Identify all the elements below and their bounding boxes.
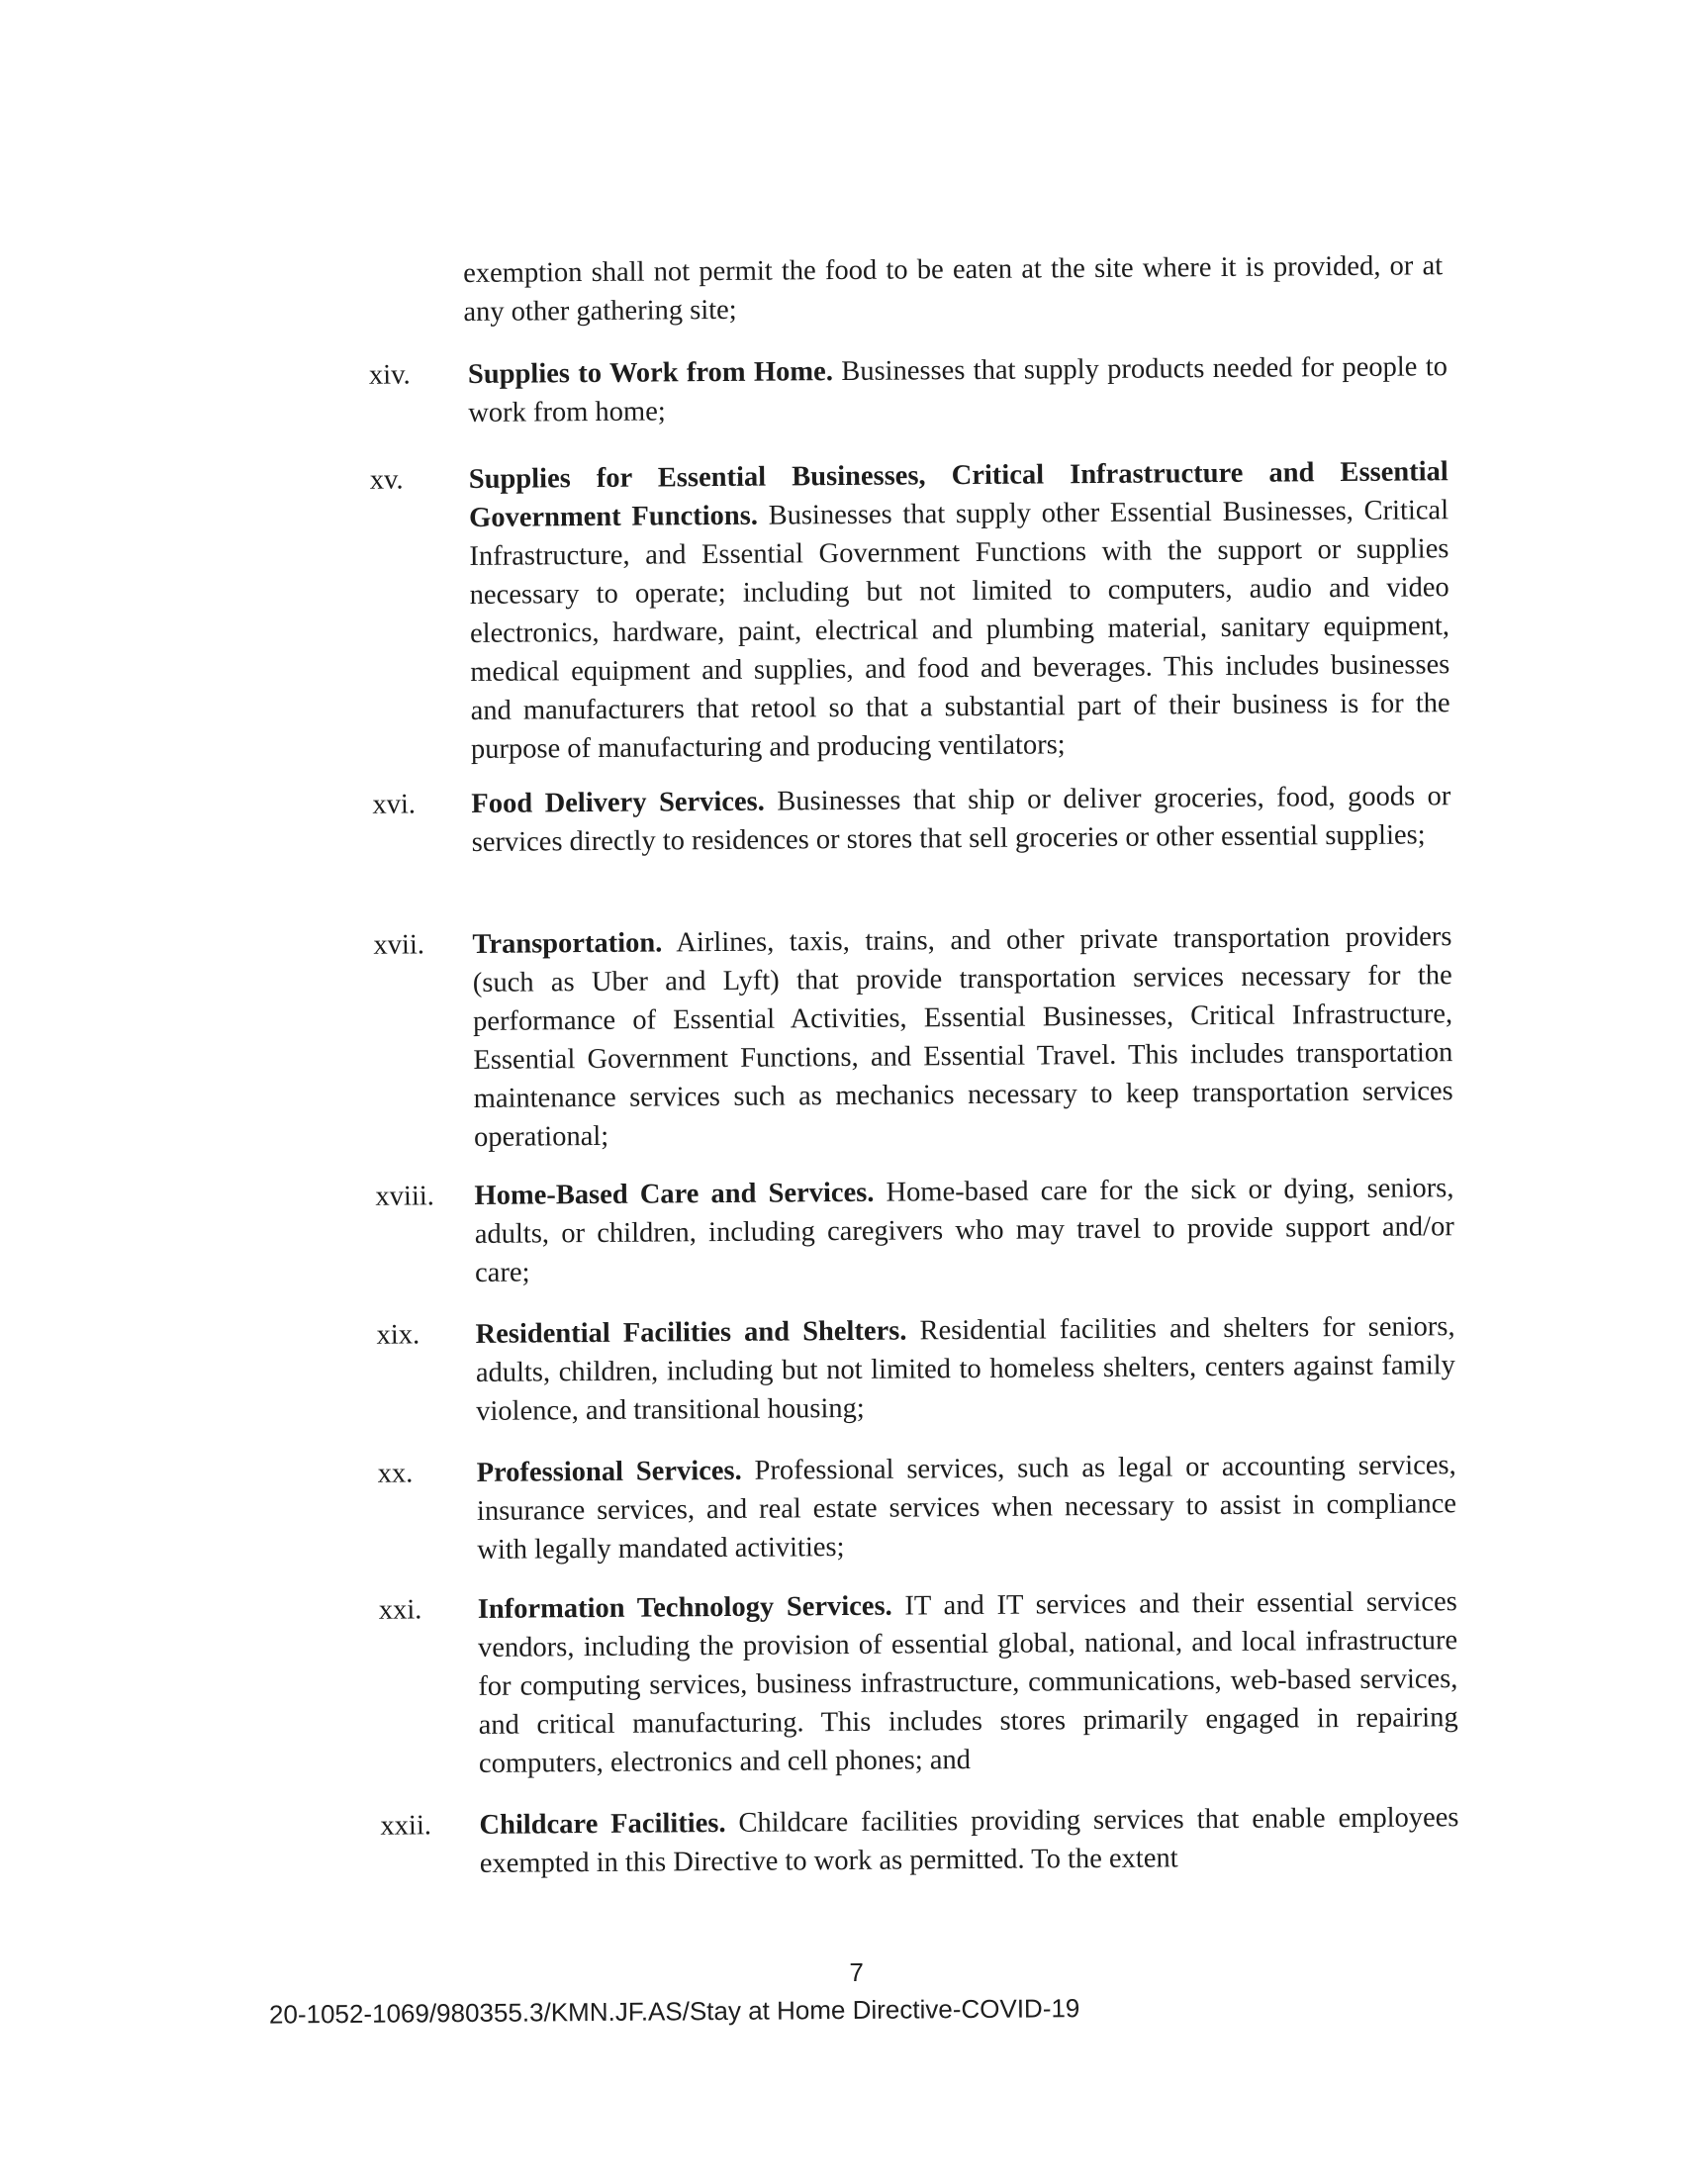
list-item-xiv [368,347,1457,428]
list-item-xvii [373,917,1461,1153]
item-number: xx. [377,1458,414,1489]
item-heading: Supplies for Essential Businesses, Critical Infrastructure and Essential Government Functions. [468,456,1448,533]
item-body: Home-based care for the sick or dying, seniors, adults, or children, including caregivers who may travel to provide support and/or care; [474,1173,1454,1288]
item-text [468,347,1448,432]
item-text [472,917,1453,1157]
item-text [477,1446,1457,1569]
item-number: xviii. [375,1181,434,1212]
item-number: xix. [376,1319,420,1351]
item-text [471,777,1451,862]
item-heading: Food Delivery Services. [471,786,765,819]
item-text [475,1307,1455,1431]
item-body: IT and IT services and their essential services vendors, including the provision of essential global, national, and local infrastructure for computing services, business infrastructure, communications, web-based services, and critical manufacturing. This includes stores primarily engaged in repairing computers, electronics and cell phones; and [477,1586,1458,1779]
item-number: xvi. [372,789,417,820]
item-heading: Transportation. [472,927,663,960]
item-number: xv. [369,464,404,496]
list-item-xxi [378,1582,1467,1779]
item-text [478,1582,1459,1783]
list-item-xix [376,1307,1464,1427]
item-body: Airlines, taxis, trains, and other private transportation providers (such as Uber and Lyft) that provide transportation services necessary for the performance of Essential Activities, Essential Businesses, Critical Infrastructure, Essential Government Functions, and Essential Travel. This includes transportation maintenance services such as mechanics necessary to keep transportation services operational; [472,921,1453,1153]
item-body: Businesses that supply other Essential Businesses, Critical Infrastructure, and Essential Government Functions with the support or supplies necessary to operate; including but not limited to computers, audio and video electronics, hardware, paint, electrical and plumbing material, sanitary equipment, medical equipment and supplies, and food and beverages. This includes businesses and manufacturers that retool so that a substantial part of their business is for the purpose of manufacturing and producing ventilators; [469,495,1450,765]
item-body: Businesses that supply products needed for people to work from home; [468,351,1448,428]
item-heading: Home-Based Care and Services. [474,1177,875,1211]
item-number: xxii. [380,1810,432,1842]
list-item-xx [377,1446,1466,1566]
page-number: 7 [849,1956,865,1987]
item-number: xxi. [378,1594,422,1626]
item-heading: Childcare Facilities. [479,1807,726,1841]
item-heading: Information Technology Services. [477,1590,892,1625]
item-body: Childcare facilities providing services that enable employees exempted in this Directive to work as permitted. To the extent [479,1802,1459,1879]
list-item-xv [369,452,1458,765]
item-body: Businesses that ship or deliver groceries, food, goods or services directly to residences or stores that sell groceries or other essential supplies; [471,781,1451,858]
list-item-xviii [375,1169,1463,1288]
item-text [479,1798,1459,1883]
list-item-xxii [380,1798,1468,1879]
item-body: Residential facilities and shelters for seniors, adults, children, including but not limited to homeless shelters, centers against family violence, and transitional housing; [475,1311,1455,1427]
item-heading: Residential Facilities and Shelters. [475,1315,907,1350]
item-number: xiv. [368,359,411,391]
item-text [474,1169,1454,1292]
item-text [469,452,1450,769]
item-heading: Supplies to Work from Home. [467,356,834,390]
continuation-paragraph: exemption shall not permit the food to be eaten at the site where it is provided, or at any other gathering site; [463,250,1444,329]
item-heading: Professional Services. [476,1455,742,1488]
item-number: xvii. [373,929,425,961]
document-footer-id: 20-1052-1069/980355.3/KMN.JF.AS/Stay at Home Directive-COVID-19 [268,1993,1080,2030]
item-body: Professional services, such as legal or accounting services, insurance services, and real estate services when necessary to assist in compliance with legally mandated activities; [476,1450,1457,1566]
list-item-xvi [372,777,1460,858]
